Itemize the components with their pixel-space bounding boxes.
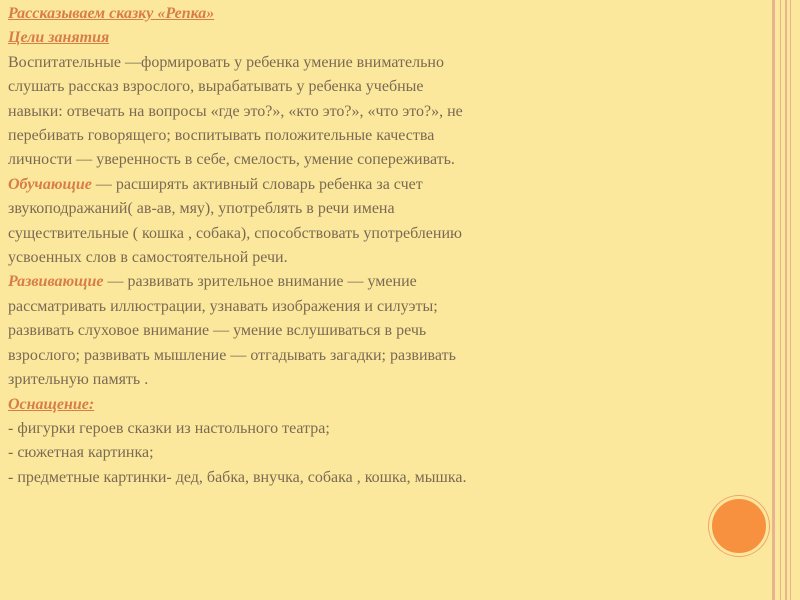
- developing-line: зрительную память .: [8, 371, 149, 389]
- developing-line: рассматривать иллюстрации, узнавать изображения и силуэты;: [8, 297, 438, 315]
- decorative-border-line: [780, 0, 781, 600]
- developing-text: — развивать зрительное внимание — умение: [103, 273, 417, 291]
- slide-content: [8, 2, 708, 490]
- educational-line: навыки: отвечать на вопросы «где это?», «кто это?», «что это?», не: [8, 102, 463, 120]
- developing-first-line: [8, 270, 708, 294]
- developing-line: развивать слуховое внимание — умение вслушиваться в речь: [8, 322, 427, 340]
- teaching-label: Обучающие: [8, 175, 92, 193]
- goals-heading: Цели занятия: [8, 29, 110, 47]
- decorative-orange-circle: [709, 496, 769, 556]
- educational-line: перебивать говорящего; воспитывать положительные качества: [8, 127, 435, 145]
- teaching-line: усвоенных слов в самостоятельной речи.: [8, 249, 288, 267]
- equipment-item: - фигурки героев сказки из настольного театра;: [8, 419, 330, 437]
- educational-line: Воспитательные —формировать у ребенка умение внимательно: [8, 53, 444, 71]
- developing-line: взрослого; развивать мышление — отгадывать загадки; развивать: [8, 346, 456, 364]
- educational-line: личности — уверенность в себе, смелость, умение сопереживать.: [8, 151, 455, 169]
- teaching-first-line: [8, 173, 708, 197]
- educational-line: слушать рассказ взрослого, вырабатывать у ребенка учебные: [8, 78, 424, 96]
- equipment-heading: Оснащение:: [8, 395, 95, 413]
- decorative-border-line: [785, 0, 787, 600]
- slide-title: Рассказываем сказку «Репка»: [8, 5, 215, 22]
- equipment-item: - сюжетная картинка;: [8, 444, 154, 462]
- decorative-border-line: [790, 0, 791, 600]
- teaching-line: звукоподражаний( ав-ав, мяу), употреблять в речи имена: [8, 200, 395, 218]
- decorative-border-line: [772, 0, 775, 600]
- developing-label: Развивающие: [8, 273, 104, 291]
- teaching-line: существительные ( кошка , собака), способствовать употреблению: [8, 224, 462, 242]
- equipment-item: - предметные картинки- дед, бабка, внучка, собака , кошка, мышка.: [8, 468, 467, 486]
- teaching-text: — расширять активный словарь ребенка за счет: [91, 175, 423, 193]
